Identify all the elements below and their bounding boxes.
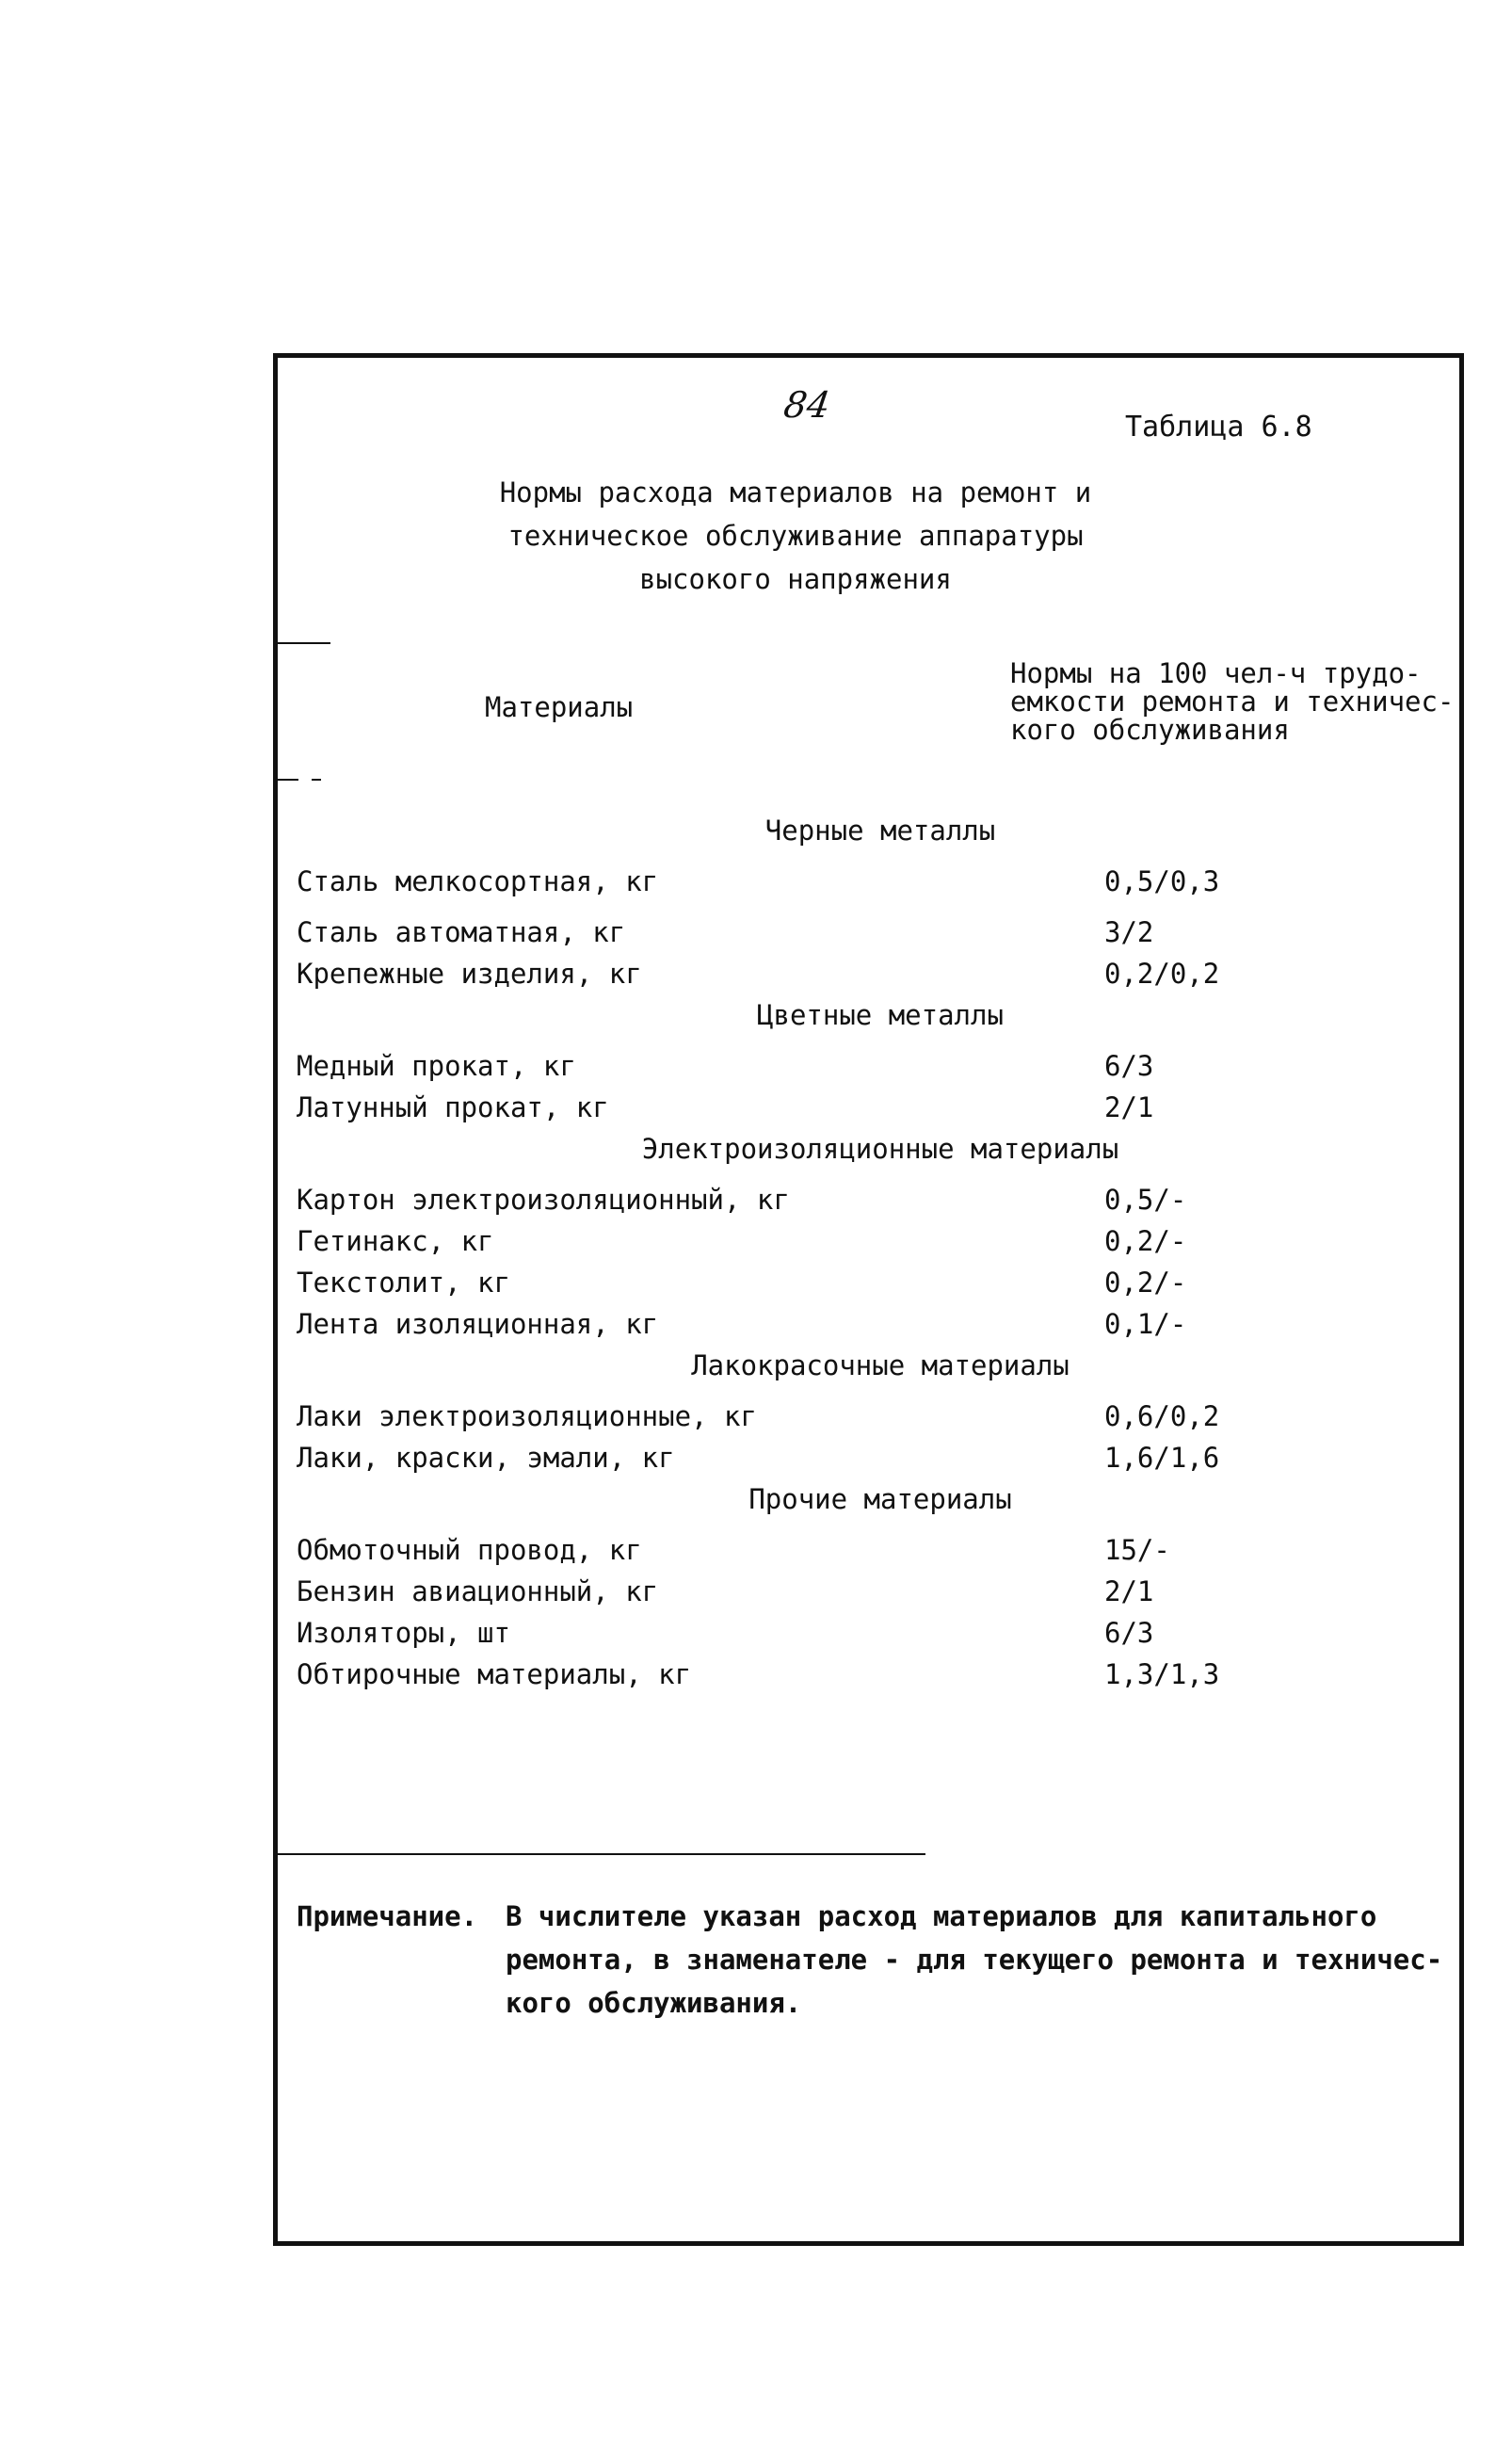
header-rule-bottom	[276, 779, 298, 781]
column-header-norms	[1010, 659, 1481, 744]
material-name: Лаки, краски, эмали, кг	[297, 1442, 675, 1474]
table-row	[297, 1220, 1426, 1262]
material-name: Лаки электроизоляционные, кг	[297, 1400, 757, 1432]
material-name: Текстолит, кг	[297, 1267, 510, 1299]
material-name: Бензин авиационный, кг	[297, 1575, 659, 1607]
note-line: кого обслуживания.	[506, 1987, 802, 2019]
table-row	[297, 1303, 1426, 1345]
table-label: Таблица 6.8	[1125, 411, 1312, 444]
document-frame	[273, 353, 1464, 2246]
material-norm: 1,3/1,3	[1104, 1658, 1220, 1690]
column-header-norms-line: кого обслуживания	[1010, 714, 1290, 746]
table-row	[297, 912, 1426, 953]
material-name: Крепежные изделия, кг	[297, 958, 642, 990]
section-title-electrical-insulating: Электроизоляционные материалы	[641, 1133, 1119, 1165]
material-norm: 6/3	[1104, 1617, 1154, 1649]
table-title-line: Нормы расхода материалов на ремонт и	[499, 476, 1092, 509]
table-body	[297, 810, 1426, 1695]
material-norm: 0,5/-	[1104, 1184, 1187, 1216]
table-row	[297, 861, 1426, 902]
page-number: 84	[780, 384, 833, 426]
material-norm: 3/2	[1104, 916, 1154, 948]
material-norm: 0,2/-	[1104, 1225, 1187, 1257]
header-rule-bottom-dash	[312, 779, 321, 781]
table-row	[297, 1529, 1426, 1571]
material-norm: 6/3	[1104, 1050, 1154, 1082]
material-norm: 0,2/-	[1104, 1267, 1187, 1299]
material-norm: 0,5/0,3	[1104, 865, 1220, 897]
material-name: Латунный прокат, кг	[297, 1091, 609, 1123]
table-bottom-rule	[276, 1853, 925, 1855]
material-norm: 1,6/1,6	[1104, 1442, 1220, 1474]
table-row	[297, 1396, 1426, 1437]
table-row	[297, 1612, 1426, 1654]
table-row	[297, 1045, 1426, 1087]
table-row	[297, 1437, 1426, 1478]
material-name: Сталь автоматная, кг	[297, 916, 626, 948]
table-title-line: высокого напряжения	[639, 563, 952, 595]
section-title-nonferrous-metals: Цветные металлы	[757, 999, 1004, 1031]
material-name: Сталь мелкосортная, кг	[297, 865, 659, 897]
material-name: Картон электроизоляционный, кг	[297, 1184, 790, 1216]
header-rule-top	[276, 642, 330, 644]
table-title	[428, 471, 1163, 601]
column-header-norms-line: Нормы на 100 чел-ч трудо-	[1010, 657, 1422, 689]
table-row	[297, 953, 1426, 994]
note-line: В числителе указан расход материалов для капитального	[506, 1900, 1377, 1932]
table-title-line: техническое обслуживание аппаратуры	[507, 520, 1084, 552]
note-line: ремонта, в знаменателе - для текущего ремонта и техничес-	[506, 1944, 1443, 1976]
material-name: Изоляторы, шт	[297, 1617, 510, 1649]
material-norm: 2/1	[1104, 1575, 1154, 1607]
table-row	[297, 1571, 1426, 1612]
section-title-other-materials: Прочие материалы	[748, 1483, 1012, 1515]
note-text	[506, 1895, 1445, 2025]
material-name: Лента изоляционная, кг	[297, 1308, 659, 1340]
table-note	[297, 1895, 1445, 2025]
material-name: Гетинакс, кг	[297, 1225, 494, 1257]
column-header-materials: Материалы	[485, 691, 634, 723]
section-title-paint-varnish: Лакокрасочные материалы	[691, 1349, 1070, 1381]
material-name: Медный прокат, кг	[297, 1050, 576, 1082]
table-row	[297, 1179, 1426, 1220]
material-norm: 0,6/0,2	[1104, 1400, 1220, 1432]
section-title-ferrous-metals: Черные металлы	[764, 815, 996, 847]
material-norm: 0,2/0,2	[1104, 958, 1220, 990]
column-header-norms-line: емкости ремонта и техничес-	[1010, 686, 1455, 718]
material-norm: 15/-	[1104, 1534, 1170, 1566]
table-row	[297, 1087, 1426, 1128]
table-row	[297, 1262, 1426, 1303]
material-name: Обмоточный провод, кг	[297, 1534, 642, 1566]
material-name: Обтирочные материалы, кг	[297, 1658, 692, 1690]
table-row	[297, 1654, 1426, 1695]
material-norm: 0,1/-	[1104, 1308, 1187, 1340]
note-label: Примечание.	[297, 1900, 478, 1932]
material-norm: 2/1	[1104, 1091, 1154, 1123]
